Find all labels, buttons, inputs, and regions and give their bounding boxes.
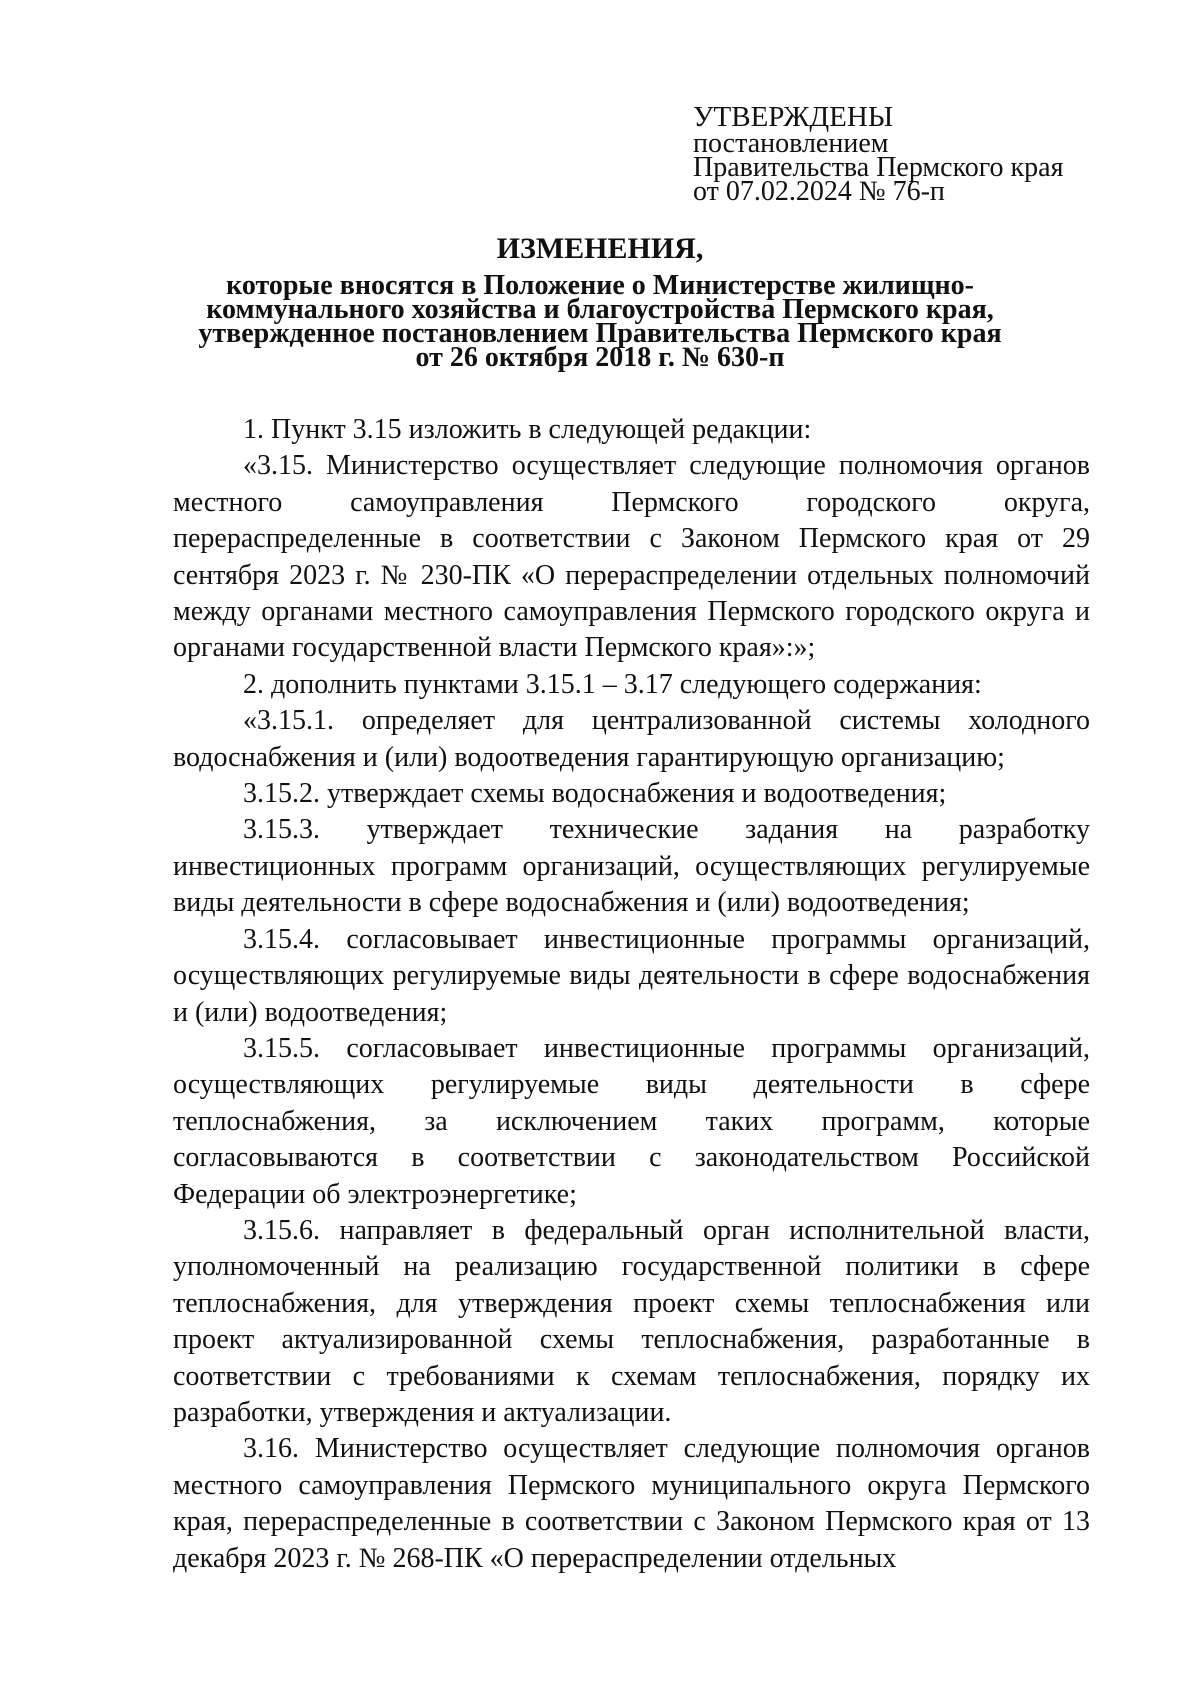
subtitle-line-3: утвержденное постановлением Правительства Пермского края: [198, 318, 1002, 349]
subtitle-line-2: коммунального хозяйства и благоустройства Пермского края,: [206, 294, 994, 325]
approval-title: УТВЕРЖДЕНЫ: [693, 101, 894, 133]
paragraph: 3.15.6. направляет в федеральный орган исполнительной власти, уполномоченный на реализацию государственной политики в сфере теплоснабжения, для утверждения проект схемы теплоснабжения или проект актуализированной схемы теплоснабжения, разработанные в соответствии с требованиями к схемам теплоснабжения, порядку их разработки, утверждения и актуализации.: [173, 1214, 1090, 1428]
subtitle-line-4: от 26 октября 2018 г. № 630-п: [415, 342, 785, 373]
paragraph: 3.15.4. согласовывает инвестиционные программы организаций, осуществляющих регулируемые виды деятельности в сфере водоснабжения и (или) водоотведения;: [173, 923, 1090, 1028]
approval-line-1: постановлением: [693, 128, 889, 159]
document-body: [173, 412, 1090, 1577]
paragraph: «3.15.1. определяет для централизованной системы холодного водоснабжения и (или) водоотведения гарантирующую организацию;: [173, 705, 1090, 773]
paragraph: 3.15.2. утверждает схемы водоснабжения и водоотведения;: [243, 778, 947, 810]
paragraph: 3.15.3. утверждает технические задания на разработку инвестиционных программ организаций, осуществляющих регулируемые виды деятельности в сфере водоснабжения и (или) водоотведения;: [173, 814, 1090, 919]
paragraph: 3.15.5. согласовывает инвестиционные программы организаций, осуществляющих регулируемые виды деятельности в сфере теплоснабжения, за исключением таких программ, которые согласовываются в соответствии с законодательством Российской Федерации об электроэнергетике;: [173, 1032, 1090, 1210]
approval-stamp: [693, 101, 1064, 207]
approval-line-2: Правительства Пермского края: [693, 152, 1064, 183]
paragraph: 2. дополнить пунктами 3.15.1 – 3.17 следующего содержания:: [243, 668, 982, 700]
document-title: ИЗМЕНЕНИЯ,: [496, 232, 704, 265]
approval-line-3: от 07.02.2024 № 76-п: [693, 176, 945, 207]
paragraph: 1. Пункт 3.15 изложить в следующей редакции:: [243, 414, 812, 445]
paragraph: «3.15. Министерство осуществляет следующие полномочия органов местного самоуправления Пермского городского округа, перераспределенные в соответствии с Законом Пермского края от 29 сентября 2023 г. № 230-ПК «О перераспределении отдельных полномочий между органами местного самоуправления Пермского городского округа и органами государственной власти Пермского края»:»;: [173, 450, 1090, 664]
subtitle-line-1: которые вносятся в Положение о Министерстве жилищно-: [226, 270, 974, 301]
document-subtitle: [0, 270, 1200, 373]
paragraph: 3.16. Министерство осуществляет следующие полномочия органов местного самоуправления Пермского муниципального округа Пермского края, перераспределенные в соответствии с Законом Пермского края от 13 декабря 2023 г. № 268-ПК «О перераспределении отдельных: [173, 1433, 1090, 1574]
